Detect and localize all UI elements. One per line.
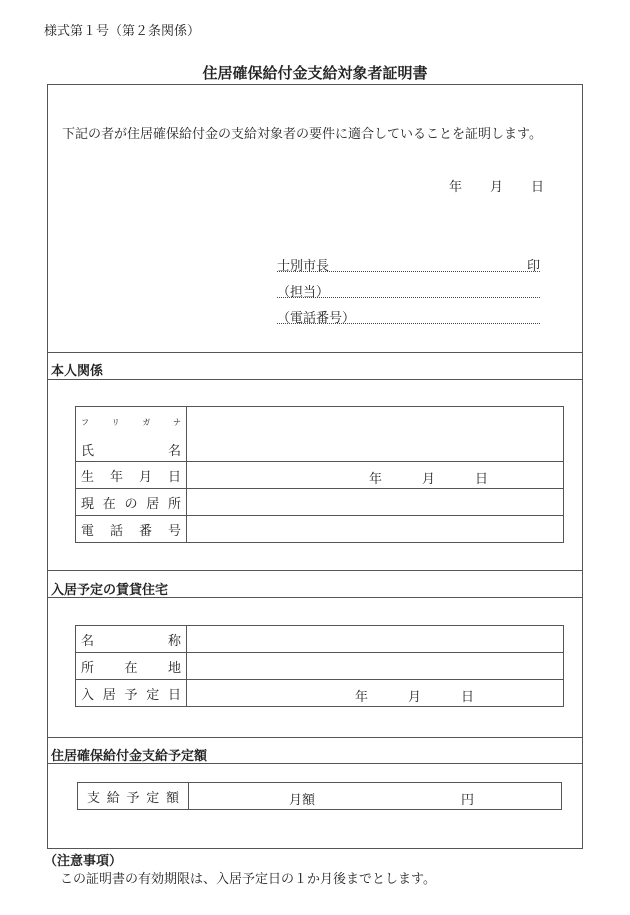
document-title: 住居確保給付金支給対象者証明書 bbox=[202, 64, 428, 82]
divider bbox=[47, 570, 583, 571]
birth-year: 年 bbox=[369, 472, 383, 487]
seal-mark: 印 bbox=[526, 259, 540, 274]
address-field[interactable] bbox=[187, 489, 564, 516]
birth-month: 月 bbox=[422, 472, 436, 487]
mayor-label: 士別市長 bbox=[277, 259, 330, 274]
phone-line bbox=[277, 307, 540, 324]
section-heading-housing: 入居予定の賃貸住宅 bbox=[51, 583, 169, 598]
move-in-date-field[interactable] bbox=[187, 680, 564, 707]
section-heading-amount: 住居確保給付金支給予定額 bbox=[51, 749, 208, 764]
monthly-label: 月額 bbox=[289, 793, 316, 808]
phone-number-label: 電 話 番 号 bbox=[81, 523, 181, 539]
amount-label-cell bbox=[78, 783, 189, 810]
person-table bbox=[75, 406, 564, 543]
housing-name-label: 名 称 bbox=[81, 633, 181, 649]
location-field[interactable] bbox=[187, 653, 564, 680]
name-label: 氏 名 bbox=[81, 444, 181, 459]
divider bbox=[47, 737, 583, 738]
yen-unit: 円 bbox=[461, 793, 475, 808]
cert-date-day: 日 bbox=[531, 180, 545, 195]
move-in-label-cell bbox=[76, 680, 187, 707]
cert-date-year: 年 bbox=[449, 180, 463, 195]
move-in-month: 月 bbox=[408, 690, 422, 705]
certification-statement: 下記の者が住居確保給付金の支給対象者の要件に適合していることを証明します。 bbox=[62, 127, 542, 142]
phone-field[interactable] bbox=[187, 516, 564, 543]
divider bbox=[47, 352, 583, 353]
divider bbox=[47, 379, 583, 380]
birth-date-field[interactable] bbox=[187, 462, 564, 489]
location-label: 所 在 地 bbox=[81, 660, 181, 676]
housing-name-label-cell bbox=[76, 626, 187, 653]
name-label-cell bbox=[76, 407, 187, 462]
notes-text: この証明書の有効期限は、入居予定日の１か月後までとします。 bbox=[60, 872, 436, 887]
furigana-label: フ リ ガ ナ bbox=[81, 418, 181, 427]
cert-date-month: 月 bbox=[490, 180, 504, 195]
birth-label: 生 年 月 日 bbox=[81, 469, 181, 485]
move-in-year: 年 bbox=[355, 690, 369, 705]
address-label-cell bbox=[76, 489, 187, 516]
housing-table bbox=[75, 625, 564, 707]
birth-day: 日 bbox=[475, 472, 489, 487]
amount-table bbox=[77, 782, 562, 810]
birth-label-cell bbox=[76, 462, 187, 489]
address-label: 現 在 の 居 所 bbox=[81, 496, 181, 512]
mayor-line bbox=[277, 255, 540, 272]
phone-label-cell bbox=[76, 516, 187, 543]
housing-name-field[interactable] bbox=[187, 626, 564, 653]
amount-field[interactable] bbox=[189, 783, 562, 810]
notes-heading: （注意事項） bbox=[44, 854, 123, 869]
form-number: 様式第１号（第２条関係） bbox=[44, 24, 201, 39]
contact-label: （担当） bbox=[277, 285, 330, 300]
phone-label: （電話番号） bbox=[277, 311, 356, 326]
move-in-day: 日 bbox=[461, 690, 475, 705]
name-field[interactable] bbox=[187, 407, 564, 462]
amount-label: 支 給 予 定 額 bbox=[87, 790, 179, 806]
move-in-label: 入 居 予 定 日 bbox=[81, 687, 181, 703]
location-label-cell bbox=[76, 653, 187, 680]
contact-line bbox=[277, 281, 540, 298]
section-heading-person: 本人関係 bbox=[51, 364, 104, 379]
